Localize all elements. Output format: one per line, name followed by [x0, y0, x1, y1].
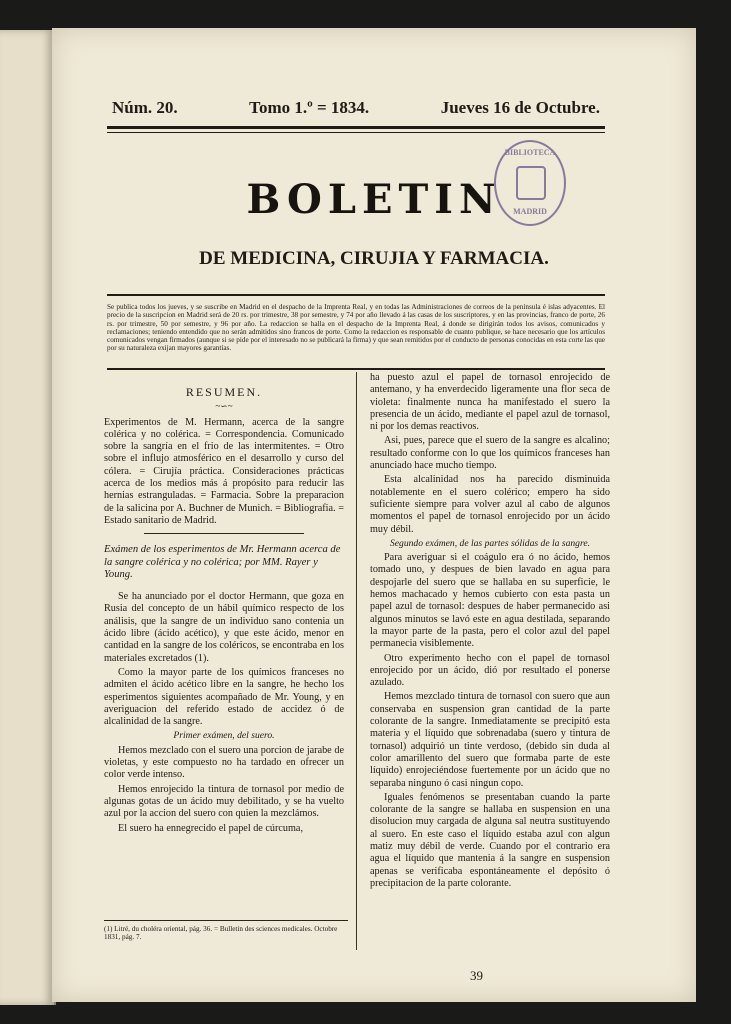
- paragraph: Iguales fenómenos se presentaban cuando la parte colorante de la sangre se hallaba en suspension en una disolucion muy cargada de alguna sal neutra sustituyendo al suero. En este caso el líquido estaba azul con algun matiz muy débil de verde. Cuando por el contrario era agua el líquido que mantenia á la sangre en suspension apenas se verificaba espontáneamente el depósito ó precipitacion de la parte colorante.: [370, 791, 610, 889]
- paragraph: Para averiguar si el coágulo era ó no ácido, hemos tomado uno, y despues de bien lavado en agua para despojarle del suero que se hallaba en su superficie, le hemos machacado y hemos cubierto con esta pasta un papel azul de tornasol: despues de haber permanecido asi algunos minutos se lavó este en agua destilada, separando la mayor parte de la pasta, pero el color azul del papel permanecia visiblemente.: [370, 552, 610, 650]
- summary-text: Experimentos de M. Hermann, acerca de la sangre colérica y no colérica. = Correspondencia. Comunicado sobre la sangría en el frio de las intermitentes. = Otro sobre el influjo atmosférico en el desarrollo y curso del cólera. = Cirujía práctica. Consideraciones prácticas acerca de los medios más á propósito para reducir las hernias estranguladas. = Farmacia. Sobre la preparacion de la salicina por A. Buchner de Munich. = Bibliografia. = Estado sanitario de Madrid.: [104, 416, 344, 526]
- paragraph: Esta alcalinidad nos ha parecido disminuida notablemente en el suero colérico; empero ha sido suficiente siempre para volver azul al cabo de algunos momentos el papel de tornasol enrojecido por un ácido muy débil.: [370, 474, 610, 535]
- issue-date: Jueves 16 de Octubre.: [440, 98, 600, 117]
- header-rule-thick: [107, 126, 605, 129]
- summary-rule: [144, 533, 304, 534]
- left-column: [104, 386, 344, 837]
- ornament-divider: ~∽~: [215, 401, 233, 412]
- paragraph: Asi, pues, parece que el suero de la sangre es alcalino; resultado conforme con lo que los químicos franceses han anunciado hace mucho tiempo.: [370, 435, 610, 472]
- newspaper-title: BOLETIN: [246, 176, 502, 223]
- issue-number: Núm. 20.: [112, 98, 178, 117]
- paragraph: Como la mayor parte de los químicos franceses no admiten el ácido acético libre en la sangre, he hecho los esperimentos siguientes acompañado de Mr. Young, y en averiguacion del referido estado de accidez ó de alcalinidad de la sangre.: [104, 666, 344, 728]
- footnote: (1) Litré, du choléra oriental, pág. 36. = Bulletin des sciences medicales. Octobre 1831, pág. 7.: [104, 920, 348, 942]
- volume-year: Tomo 1.º = 1834.: [249, 98, 370, 117]
- newspaper-subtitle: DE MEDICINA, CIRUJIA Y FARMACIA.: [199, 248, 549, 269]
- section-heading: Primer exámen, del suero.: [173, 730, 275, 742]
- masthead-header: [112, 98, 600, 118]
- subscription-rule-bottom: [107, 368, 605, 370]
- paragraph: El suero ha ennegrecido el papel de cúrcuma,: [118, 822, 303, 834]
- subscription-info: Se publica todos los jueves, y se suscribe en Madrid en el despacho de la Imprenta Real, y en todas las Administraciones de correos de la península é islas adyacentes. El precio de la suscripcion en Madrid será de 20 rs. por trimestre, 38 por semestre, y 74 por año llevado á las casas de los suscriptores, y en las provincias, franco de porte, 26 rs. por trimestre, 50 por semestre, y 96 por año. La redaccion se halla en el despacho de la Imprenta Real, á donde se dirigirán todos los avisos, comunicados y reclamaciones; teniendo entendido que no serán admitidos sino francos de porte. Como la redaccion es responsable de cuanto publique, se hace necesario que los artículos comunicados vengan firmados (aunque si se pide por el interesado no se publicará la firma) y que sean remitidos por el conducto de personas conocidas en esta corte las que por su naturaleza exijan mayores garantías.: [107, 303, 605, 353]
- header-rule-thin: [107, 132, 605, 133]
- right-column: [370, 372, 610, 892]
- paragraph: ha puesto azul el papel de tornasol enrojecido de antemano, y ha enverdecido ligeramente una flor seca de violeta: finalmente nunca ha manifestado el suero la presencia de un ácido, mediante el papel azul de tornasol, ni por los demas reactivos.: [370, 372, 610, 433]
- paragraph: Otro experimento hecho con el papel de tornasol enrojecido por un ácido, dió por resultado el ponerse azulado.: [370, 652, 610, 689]
- adjacent-page-edge: [0, 30, 56, 1005]
- subscription-rule-top: [107, 294, 605, 296]
- paragraph: Se ha anunciado por el doctor Hermann, que goza en Rusia del concepto de un hábil químico respecto de los análisis, que la sangre de un individuo sano contenia un ácido libre (ácido acético), y que este ácido, menor en cantidad en la sangre de los coléricos, se encontraba en los materiales excretados (1).: [104, 591, 344, 664]
- paragraph: Hemos mezclado tintura de tornasol con suero que aun conservaba en suspension gran cantidad de la parte colorante de la sangre. Inmediatamente se precipitó esta materia y el líquido que sobrenadaba (suero y tintura de tornasol) adquirió un tinte verdoso, (debido sin duda al color amarillento del suero que formaba parte de este líquido) enrojeciéndose fuertemente por un ácido que no separaba ninguno ó casi ningun copo.: [370, 691, 610, 789]
- paragraph: Hemos enrojecido la tintura de tornasol por medio de algunas gotas de un ácido muy debilitado, y se ha vuelto azul por la accion del suero con quien la mezclámos.: [104, 783, 344, 820]
- article-title: Exámen de los esperimentos de Mr. Hermann acerca de la sangre colérica y no colérica; por MM. Rayer y Young.: [104, 544, 341, 580]
- column-separator: [356, 372, 357, 950]
- stamp-top-text: BIBLIOTECA: [504, 148, 556, 157]
- newspaper-page: [52, 28, 696, 1002]
- summary-heading: RESUMEN.: [185, 385, 263, 399]
- stamp-bottom-text: MADRID: [513, 207, 547, 216]
- section-heading: Segundo exámen, de las partes sólidas de la sangre.: [389, 537, 591, 549]
- page-number: 39: [470, 968, 483, 983]
- paragraph: Hemos mezclado con el suero una porcion de jarabe de violetas, y este compuesto no ha tardado en ofrecer un color verde intenso.: [104, 744, 344, 781]
